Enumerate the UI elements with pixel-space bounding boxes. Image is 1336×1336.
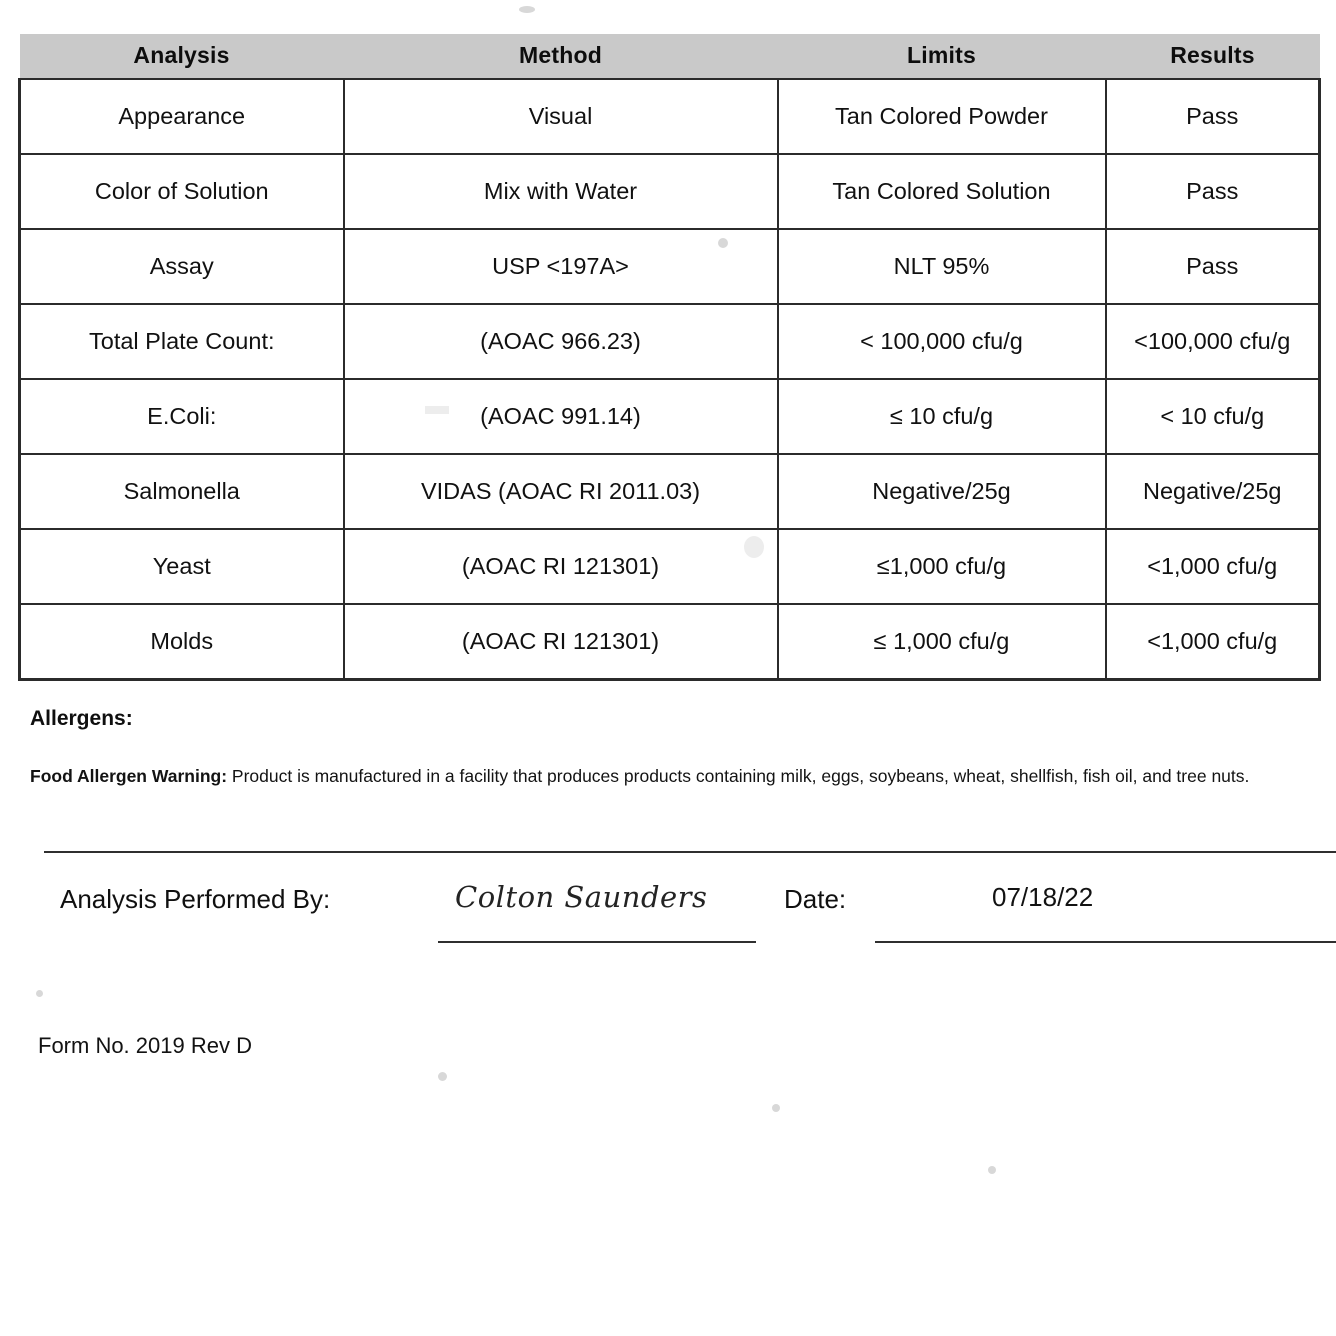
table-row <box>20 604 1320 680</box>
signature-value: Colton Saunders <box>455 880 708 914</box>
allergens-heading: Allergens: <box>30 707 133 730</box>
cell-limits: ≤ 10 cfu/g <box>778 379 1106 454</box>
scan-speck <box>988 1166 996 1174</box>
cell-analysis: Yeast <box>20 529 344 604</box>
scan-speck <box>36 990 43 997</box>
cell-results: Pass <box>1106 79 1320 154</box>
table-row <box>20 154 1320 229</box>
allergen-warning-label: Food Allergen Warning: <box>30 766 228 786</box>
cell-limits: < 100,000 cfu/g <box>778 304 1106 379</box>
cell-results: Negative/25g <box>1106 454 1320 529</box>
cell-method: USP <197A> <box>344 229 778 304</box>
table-row <box>20 229 1320 304</box>
cell-results: Pass <box>1106 154 1320 229</box>
scan-speck <box>772 1104 780 1112</box>
column-header-analysis: Analysis <box>20 34 344 79</box>
cell-results: <1,000 cfu/g <box>1106 604 1320 680</box>
cell-results: <1,000 cfu/g <box>1106 529 1320 604</box>
cell-limits: ≤1,000 cfu/g <box>778 529 1106 604</box>
cell-results: < 10 cfu/g <box>1106 379 1320 454</box>
cell-analysis: Molds <box>20 604 344 680</box>
form-number: Form No. 2019 Rev D <box>38 1033 252 1058</box>
table-row <box>20 454 1320 529</box>
cell-analysis: Color of Solution <box>20 154 344 229</box>
cell-method: (AOAC 966.23) <box>344 304 778 379</box>
cell-limits: ≤ 1,000 cfu/g <box>778 604 1106 680</box>
signature-divider <box>44 851 1336 853</box>
cell-results: <100,000 cfu/g <box>1106 304 1320 379</box>
table-row <box>20 304 1320 379</box>
cell-results: Pass <box>1106 229 1320 304</box>
analysis-performed-by-label: Analysis Performed By: <box>60 884 331 914</box>
table-header-row <box>20 34 1320 79</box>
table-row <box>20 529 1320 604</box>
cell-method: Visual <box>344 79 778 154</box>
column-header-limits: Limits <box>778 34 1106 79</box>
date-line <box>875 941 1336 943</box>
cell-analysis: Appearance <box>20 79 344 154</box>
cell-method: (AOAC RI 121301) <box>344 529 778 604</box>
cell-analysis: E.Coli: <box>20 379 344 454</box>
cell-analysis: Salmonella <box>20 454 344 529</box>
scan-speck <box>519 6 535 13</box>
cell-limits: Tan Colored Solution <box>778 154 1106 229</box>
cell-method: VIDAS (AOAC RI 2011.03) <box>344 454 778 529</box>
signature-line <box>438 941 756 943</box>
date-label: Date: <box>784 884 847 914</box>
cell-method: Mix with Water <box>344 154 778 229</box>
cell-analysis: Total Plate Count: <box>20 304 344 379</box>
scan-speck <box>438 1072 447 1081</box>
cell-method: (AOAC RI 121301) <box>344 604 778 680</box>
allergen-warning-paragraph <box>30 763 1336 789</box>
allergen-warning-text: Product is manufactured in a facility that produces products containing milk, eggs, soybeans, wheat, shellfish, fish oil, and tree nuts. <box>227 766 1250 786</box>
cell-limits: NLT 95% <box>778 229 1106 304</box>
cell-limits: Negative/25g <box>778 454 1106 529</box>
cell-analysis: Assay <box>20 229 344 304</box>
table-row <box>20 79 1320 154</box>
column-header-results: Results <box>1106 34 1320 79</box>
cell-limits: Tan Colored Powder <box>778 79 1106 154</box>
analysis-results-table <box>18 34 1321 681</box>
table-row <box>20 379 1320 454</box>
column-header-method: Method <box>344 34 778 79</box>
cell-method: (AOAC 991.14) <box>344 379 778 454</box>
date-value: 07/18/22 <box>992 882 1094 912</box>
